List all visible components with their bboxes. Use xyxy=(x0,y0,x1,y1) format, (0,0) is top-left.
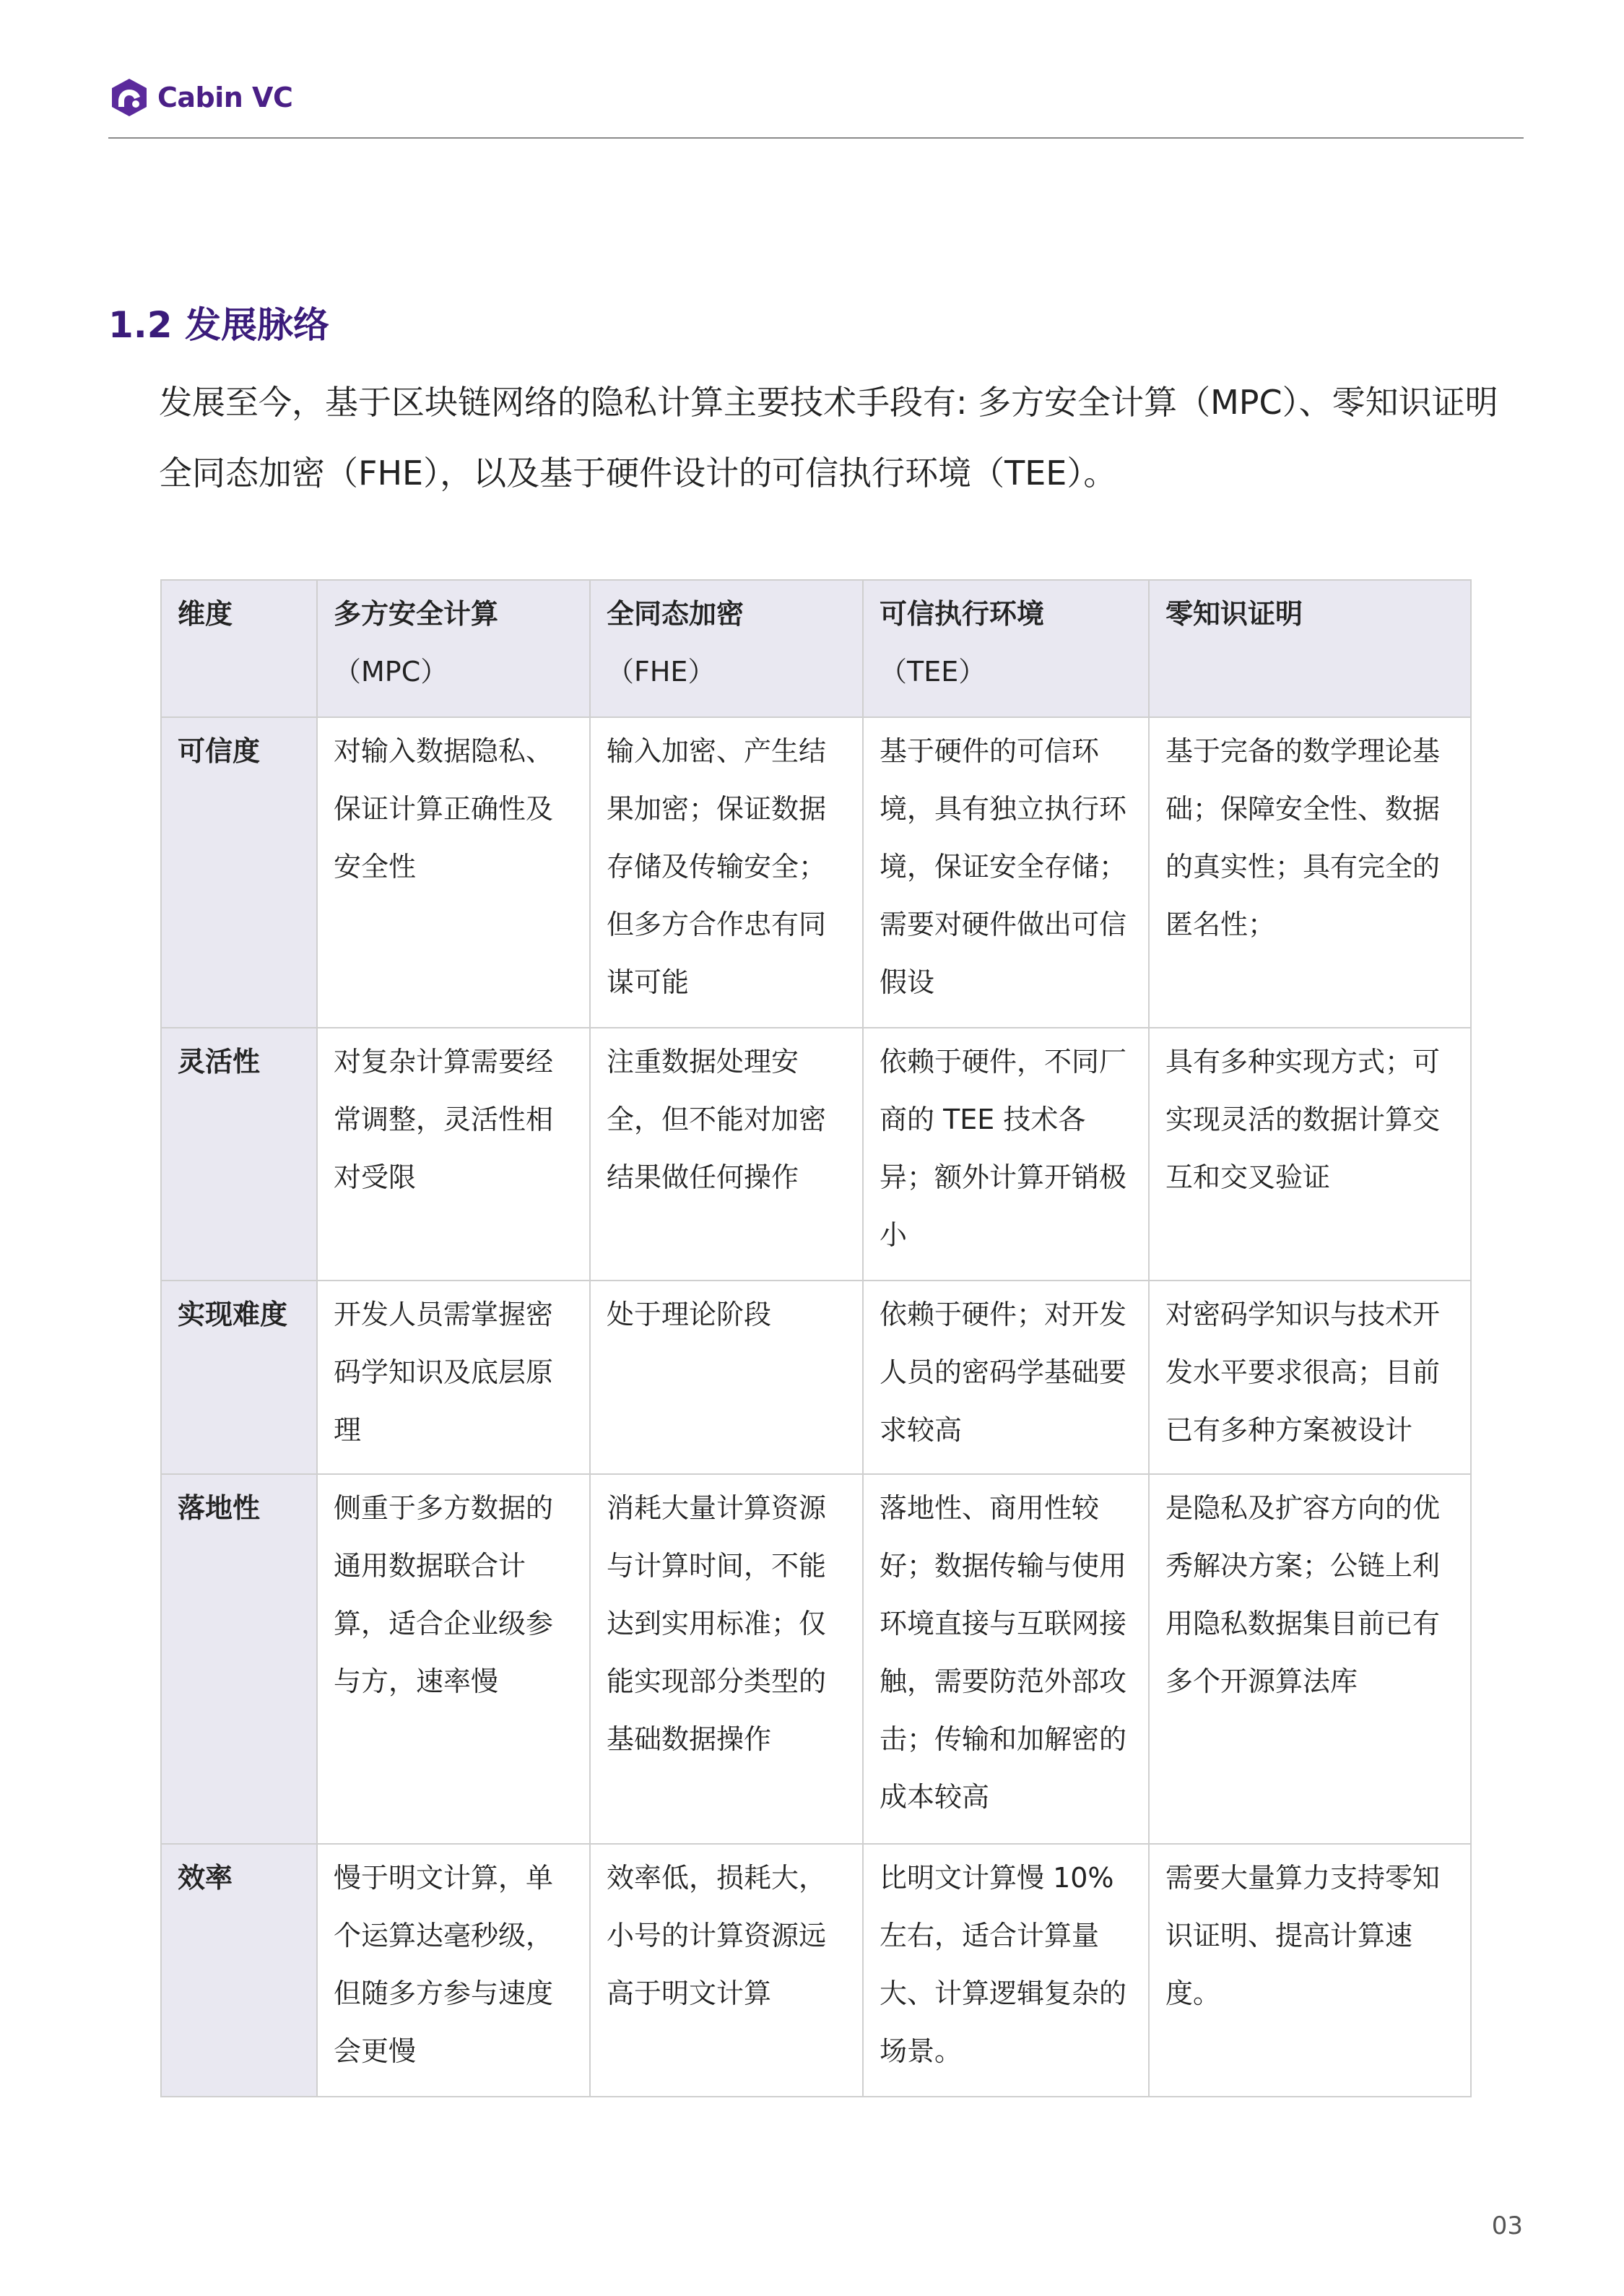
table-cell: 对输入数据隐私、保证计算正确性及安全性 xyxy=(317,717,590,1028)
row-label: 效率 xyxy=(161,1844,317,2097)
table-cell: 基于完备的数学理论基础；保障安全性、数据的真实性；具有完全的匿名性； xyxy=(1149,717,1471,1028)
header-sublabel: （MPC） xyxy=(334,656,448,688)
section-intro: 发展至今，基于区块链网络的隐私计算主要技术手段有: 多方安全计算（MPC）、零知识证明全同态加密（FHE），以及基于硬件设计的可信执行环境（TEE）。 xyxy=(159,383,1498,493)
table-cell: 基于硬件的可信环境，具有独立执行环境，保证安全存储；需要对硬件做出可信假设 xyxy=(863,717,1149,1028)
table-row xyxy=(161,1474,1471,1844)
row-label: 灵活性 xyxy=(161,1028,317,1281)
header-sublabel: （FHE） xyxy=(607,656,716,688)
table-cell: 对密码学知识与技术开发水平要求很高；目前已有多种方案被设计 xyxy=(1149,1281,1471,1474)
table-cell: 落地性、商用性较好；数据传输与使用环境直接与互联网接触，需要防范外部攻击；传输和加解密的成本较高 xyxy=(863,1474,1149,1844)
table-cell: 消耗大量计算资源与计算时间，不能达到实用标准；仅能实现部分类型的基础数据操作 xyxy=(590,1474,863,1844)
table-row xyxy=(161,1028,1471,1281)
table-row xyxy=(161,1844,1471,2097)
brand-name: Cabin VC xyxy=(157,82,293,113)
table-cell: 比明文计算慢 10% 左右，适合计算量大、计算逻辑复杂的场景。 xyxy=(863,1844,1149,2097)
page-number: 03 xyxy=(1491,2211,1523,2240)
table-cell: 开发人员需掌握密码学知识及底层原理 xyxy=(317,1281,590,1474)
header-label: 全同态加密 xyxy=(607,598,744,630)
section-title: 1.2 发展脉络 xyxy=(108,304,329,346)
header-cell-mpc xyxy=(317,580,590,717)
header-cell-dimension xyxy=(161,580,317,717)
table-cell: 需要大量算力支持零知识证明、提高计算速度。 xyxy=(1149,1844,1471,2097)
header-sublabel: （TEE） xyxy=(880,656,986,688)
header-label: 多方安全计算 xyxy=(334,598,499,630)
comparison-table xyxy=(160,579,1472,2097)
header-cell-fhe xyxy=(590,580,863,717)
table-row xyxy=(161,717,1471,1028)
cabin-vc-logo-icon xyxy=(108,77,150,118)
row-label: 可信度 xyxy=(161,717,317,1028)
header-label: 零知识证明 xyxy=(1165,598,1303,630)
header-label: 维度 xyxy=(178,598,233,630)
table-cell: 依赖于硬件，不同厂商的 TEE 技术各异；额外计算开销极小 xyxy=(863,1028,1149,1281)
table-row xyxy=(161,1281,1471,1474)
table-cell: 输入加密、产生结果加密；保证数据存储及传输安全；但多方合作忠有同谋可能 xyxy=(590,717,863,1028)
brand-header xyxy=(108,75,292,120)
table-cell: 效率低，损耗大，小号的计算资源远高于明文计算 xyxy=(590,1844,863,2097)
header-cell-tee xyxy=(863,580,1149,717)
header-label: 可信执行环境 xyxy=(880,598,1045,630)
table-header-row xyxy=(161,580,1471,717)
table-cell: 对复杂计算需要经常调整，灵活性相对受限 xyxy=(317,1028,590,1281)
table-cell: 处于理论阶段 xyxy=(590,1281,863,1474)
table-cell: 是隐私及扩容方向的优秀解决方案；公链上利用隐私数据集目前已有多个开源算法库 xyxy=(1149,1474,1471,1844)
table-cell: 具有多种实现方式；可实现灵活的数据计算交互和交叉验证 xyxy=(1149,1028,1471,1281)
row-label: 落地性 xyxy=(161,1474,317,1844)
table-cell: 依赖于硬件；对开发人员的密码学基础要求较高 xyxy=(863,1281,1149,1474)
header-divider xyxy=(108,137,1524,139)
table-cell: 慢于明文计算，单个运算达毫秒级，但随多方参与速度会更慢 xyxy=(317,1844,590,2097)
table-cell: 注重数据处理安全，但不能对加密结果做任何操作 xyxy=(590,1028,863,1281)
table-cell: 侧重于多方数据的通用数据联合计算，适合企业级参与方，速率慢 xyxy=(317,1474,590,1844)
row-label: 实现难度 xyxy=(161,1281,317,1474)
header-cell-zkp xyxy=(1149,580,1471,717)
